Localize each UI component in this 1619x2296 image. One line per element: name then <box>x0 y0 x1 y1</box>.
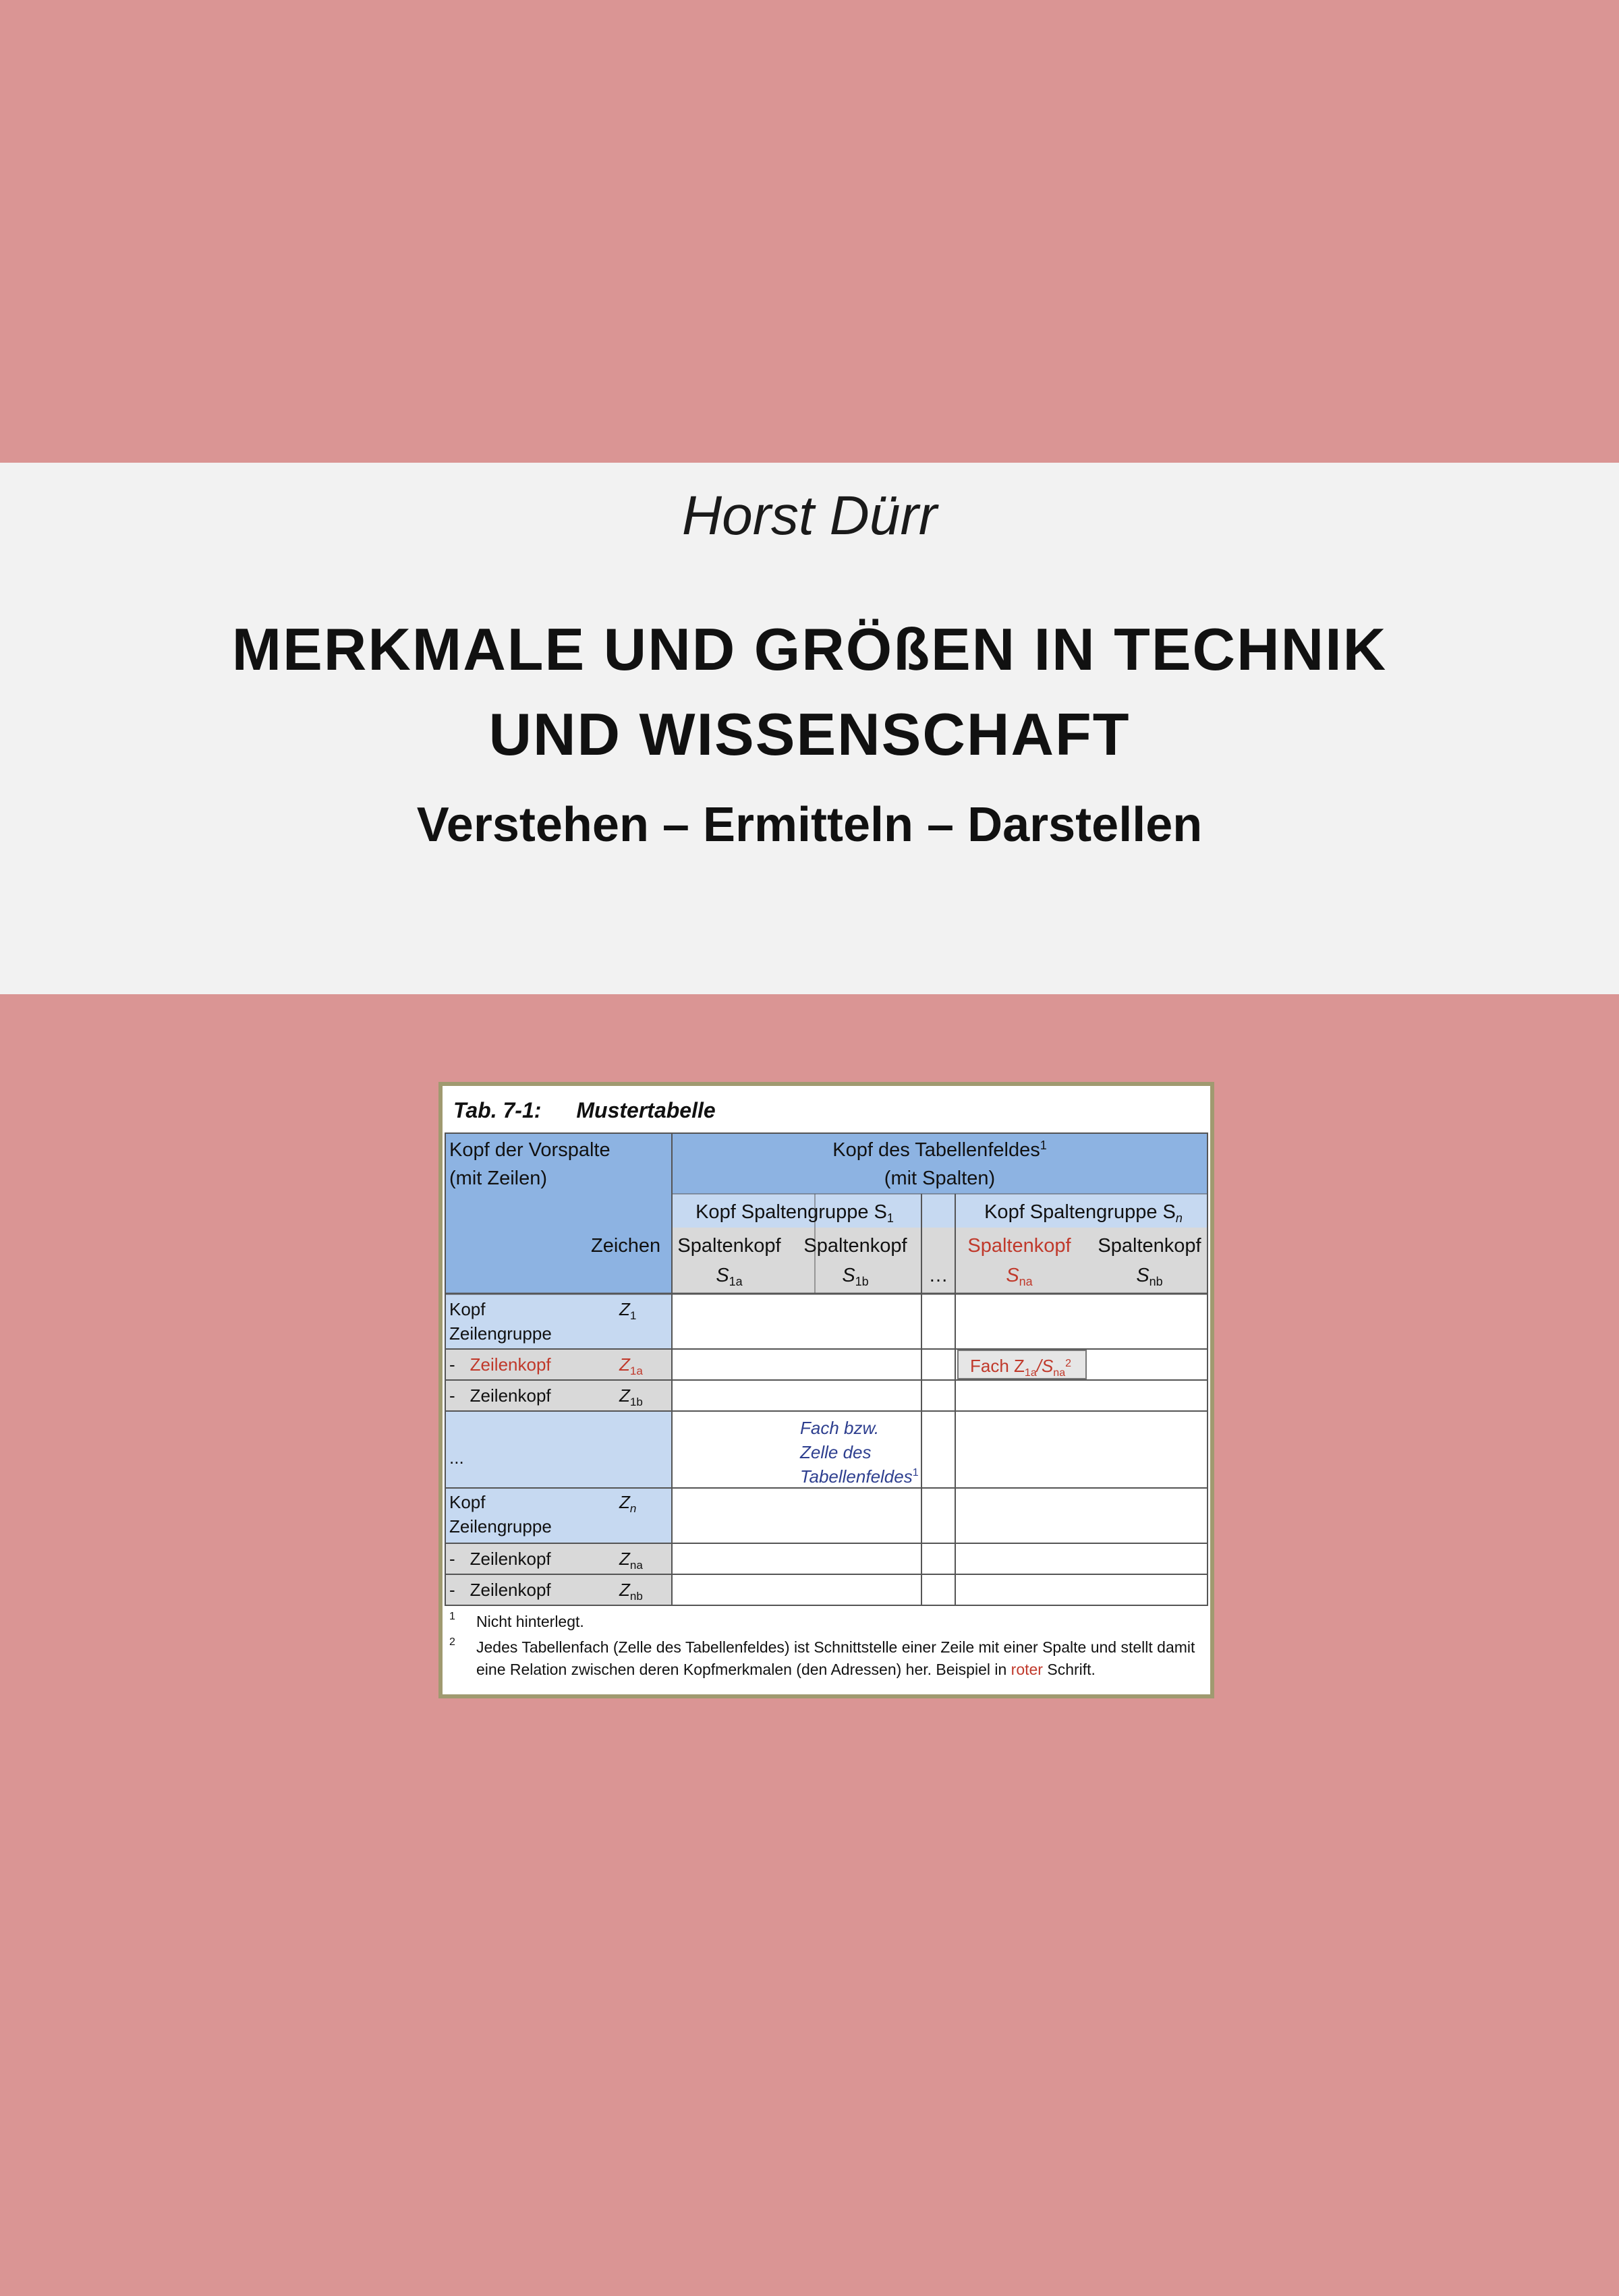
group-head-1: Kopf Spaltengruppe $S_1$ <box>695 1201 894 1225</box>
row-1-label-line-2: Zeilengruppe <box>449 1323 552 1344</box>
group-head-n: Kopf Spaltengruppe $S_n$ <box>984 1201 1183 1225</box>
row-1-symbol: $Z_1$ <box>619 1299 637 1322</box>
stub-head-line-1: Kopf der Vorspalte <box>449 1139 610 1161</box>
author-name: Horst Dürr <box>681 485 938 546</box>
body-head-line-1: Kopf des Tabellenfeldes$^1$ <box>832 1139 1047 1161</box>
row-6-symbol: $Z_{na}$ <box>619 1549 643 1572</box>
footnote-2-red-word: roter <box>1011 1661 1043 1678</box>
column-symbol-1: $S_{1a}$ <box>716 1265 743 1288</box>
caption-number: Tab. 7-1: <box>453 1098 542 1122</box>
row-2-symbol: $Z_{1a}$ <box>619 1354 643 1377</box>
cell-note-line-2: Zelle des <box>800 1442 872 1462</box>
row-5-label-line-1: Kopf <box>449 1492 486 1512</box>
sample-table-figure <box>438 1082 1214 1698</box>
column-head-1: Spaltenkopf <box>677 1235 781 1257</box>
column-symbol-2: $S_{1b}$ <box>842 1265 869 1288</box>
footnote-2-number: 2 <box>449 1636 455 1648</box>
caption-title: Mustertabelle <box>576 1098 716 1122</box>
cell-note-line-3: Tabellenfeldes$^1$ <box>800 1466 919 1487</box>
book-title <box>0 607 1619 777</box>
row-2-label: - Zeilenkopf <box>449 1354 551 1375</box>
sample-table-grid <box>443 1086 1210 1694</box>
column-symbol-4: $S_{nb}$ <box>1136 1265 1163 1288</box>
column-head-4: Spaltenkopf <box>1098 1235 1201 1257</box>
column-head-2: Spaltenkopf <box>803 1235 907 1257</box>
zeichen-label: Zeichen <box>591 1235 661 1257</box>
footnote-1-number: 1 <box>449 1611 455 1622</box>
row-4-label: ... <box>449 1447 464 1468</box>
row-3-label: - Zeilenkopf <box>449 1385 551 1406</box>
row-7-symbol: $Z_{nb}$ <box>619 1580 643 1603</box>
stub-row-4-bg <box>445 1411 672 1488</box>
cell-note <box>799 1418 919 1487</box>
column-symbol-3: $S_{na}$ <box>1006 1265 1033 1288</box>
row-7-label: - Zeilenkopf <box>449 1580 551 1600</box>
book-title-line-1: MERKMALE UND GRÖßEN IN TECHNIK <box>231 616 1388 683</box>
row-3-symbol: $Z_{1b}$ <box>619 1385 643 1408</box>
row-5-symbol: $Z_n$ <box>619 1492 637 1515</box>
row-1-label-line-1: Kopf <box>449 1299 486 1319</box>
row-6-label: - Zeilenkopf <box>449 1549 551 1569</box>
footnote-2-text: Jedes Tabellenfach (Zelle des Tabellenfeldes) ist Schnittstelle einer Zeile mit einer Spalte und stellt damit eine Relation zwischen deren Kopfmerkmalen (den Adressen) her. Beispiel in roter Schrift. <box>476 1638 1195 1678</box>
fach-cell-label: Fach $Z_{1a}/S_{na}^2$ <box>970 1356 1071 1379</box>
row-5-label-line-2: Zeilengruppe <box>449 1516 552 1537</box>
footnote-1-text: Nicht hinterlegt. <box>476 1613 584 1630</box>
stub-head-line-2: (mit Zeilen) <box>449 1168 548 1189</box>
book-subtitle: Verstehen – Ermitteln – Darstellen <box>416 798 1203 852</box>
book-title-line-2: UND WISSENSCHAFT <box>488 701 1131 768</box>
column-head-3: Spaltenkopf <box>967 1235 1071 1257</box>
body-head-line-2: (mit Spalten) <box>884 1168 996 1189</box>
column-ellipsis: … <box>928 1265 948 1286</box>
cell-note-line-1: Fach bzw. <box>800 1418 880 1438</box>
